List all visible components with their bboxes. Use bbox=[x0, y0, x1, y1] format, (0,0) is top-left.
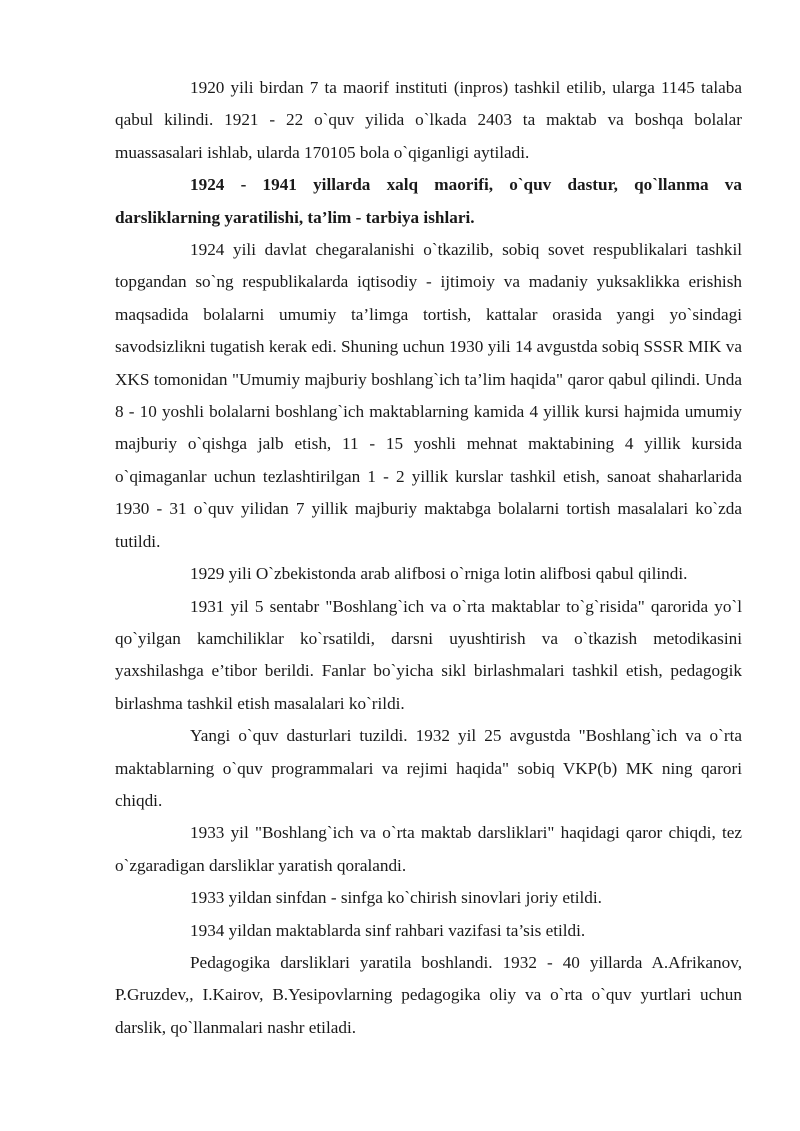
paragraph-class-teacher-1934: 1934 yildan maktablarda sinf rahbari vazifasi ta’sis etildi. bbox=[190, 920, 586, 940]
paragraph-textbooks-1933: 1933 yil "Boshlang`ich va o`rta maktab darsliklari" haqidagi qaror chiqdi, tez o`zgaradigan darsliklar yaratish qoralandi. bbox=[115, 823, 742, 875]
paragraph-new-curricula-1932: Yangi o`quv dasturlari tuzildi. 1932 yil 25 avgustda "Boshlang`ich va o`rta maktablarning o`quv programmalari va rejimi haqida" sobiq VKP(b) MK ning qarori chiqdi. bbox=[115, 726, 742, 810]
document-body bbox=[115, 72, 742, 1044]
paragraph-exams-1933: 1933 yildan sinfdan - sinfga ko`chirish sinovlari joriy etildi. bbox=[190, 888, 602, 908]
paragraph-compulsory-education-1930: 1924 yili davlat chegaralanishi o`tkazilib, sobiq sovet respublikalari tashkil topgandan so`ng respublikalarda iqtisodiy - ijtimoiy va madaniy yuksaklikka erishish maqsadida bolalarni umumiy ta’limga tortish, kattalar orasida yangi yo`sindagi savodsizlikni tugatish kerak edi. Shuning uchun 1930 yili 14 avgustda sobiq SSSR MIK va XKS tomonidan "Umumiy majburiy boshlang`ich ta’lim haqida" qaror qabul qilindi. Unda 8 - 10 yoshli bolalarni boshlang`ich maktablarning kamida 4 yillik kursi hajmida umumiy majburiy o`qishga jalb etish, 11 - 15 yoshli mehnat maktabining 4 yillik kursida o`qimaganlar uchun tezlashtirilgan 1 - 2 yillik kurslar tashkil etish, sanoat shaharlarida 1930 - 31 o`quv yilidan 7 yillik majburiy maktabga bolalarni tortish masalalari ko`zda tutildi. bbox=[115, 240, 742, 551]
paragraph-resolution-1931: 1931 yil 5 sentabr "Boshlang`ich va o`rta maktablar to`g`risida" qarorida yo`l qo`yilgan kamchiliklar ko`rsatildi, darsni uyushtirish va o`tkazish metodikasini yaxshilashga e’tibor berildi. Fanlar bo`yicha sikl birlashmalari tashkil etish, pedagogik birlashma tashkil etish masalalari ko`rildi. bbox=[115, 596, 742, 713]
section-heading-1924-1941: 1924 - 1941 yillarda xalq maorifi, o`quv dastur, qo`llanma va darsliklarning yaratilishi, ta’lim - tarbiya ishlari. bbox=[115, 175, 742, 227]
paragraph-inpros-1920: 1920 yili birdan 7 ta maorif instituti (inpros) tashkil etilib, ularga 1145 talaba qabul kilindi. 1921 - 22 o`quv yilida o`lkada 2403 ta maktab va boshqa bolalar muassasalari ishlab, ularda 170105 bola o`qiganligi aytiladi. bbox=[115, 78, 742, 162]
paragraph-latin-alphabet-1929: 1929 yili O`zbekistonda arab alifbosi o`rniga lotin alifbosi qabul qilindi. bbox=[190, 564, 688, 584]
paragraph-pedagogy-textbooks: Pedagogika darsliklari yaratila boshlandi. 1932 - 40 yillarda A.Afrikanov, P.Gruzdev,, I.Kairov, B.Yesipovlarning pedagogika oliy va o`rta o`quv yurtlari uchun darslik, qo`llanmalari nashr etiladi. bbox=[115, 952, 742, 1037]
